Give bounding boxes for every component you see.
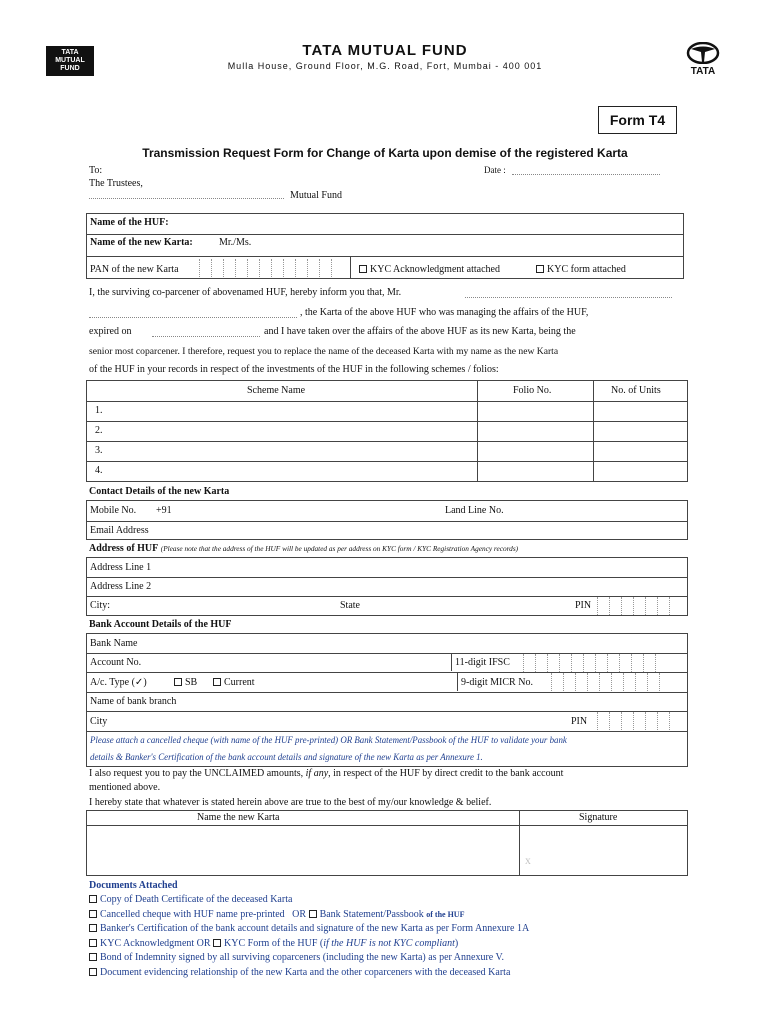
checkbox-icon[interactable] (174, 678, 182, 686)
folio-header: Folio No. (513, 385, 552, 396)
address-box (86, 557, 688, 616)
address-line-1-label: Address Line 1 (90, 562, 152, 573)
mobile-code[interactable]: +91 (156, 505, 172, 516)
table-row[interactable]: 2. (95, 425, 103, 436)
list-item[interactable] (89, 922, 529, 937)
mobile-label: Mobile No. (90, 505, 137, 516)
kyc-form-label: KYC form attached (547, 264, 626, 275)
schemes-table (86, 380, 688, 482)
bank-pin-label: PIN (571, 716, 588, 727)
address-line-2-label: Address Line 2 (90, 581, 152, 592)
address-pin-input[interactable] (597, 597, 681, 615)
declaration-line-4: senior most coparcener. I therefore, request you to replace the name of the deceased Karta with my name as the new Karta (89, 346, 559, 357)
signature-table (86, 810, 688, 876)
mutual-fund-name-input[interactable] (89, 198, 284, 199)
bank-heading: Bank Account Details of the HUF (89, 619, 232, 630)
list-item[interactable] (89, 908, 529, 923)
declaration-line-3b: and I have taken over the affairs of the above HUF as its new Karta, being the (264, 326, 576, 337)
checkbox-icon[interactable] (359, 265, 367, 273)
new-karta-label: Name of the new Karta: (90, 237, 193, 248)
doc-item-6: Document evidencing relationship of the new Karta and the other coparceners with the deceased Karta (100, 966, 511, 978)
checkbox-icon[interactable] (89, 895, 97, 903)
checkbox-icon[interactable] (89, 910, 97, 918)
list-item[interactable] (89, 966, 529, 981)
request-line-2: mentioned above. (89, 782, 161, 793)
doc-item-4-alt: KYC Form of the HUF ( (224, 937, 324, 949)
pin-label: PIN (575, 600, 592, 611)
pan-label: PAN of the new Karta (90, 264, 179, 275)
doc-item-4: KYC Acknowledgment OR (100, 937, 211, 949)
header-address: Mulla House, Ground Floor, M.G. Road, Fort, Mumbai - 400 001 (227, 61, 543, 71)
bank-pin-input[interactable] (597, 712, 681, 730)
doc-item-3: Banker's Certification of the bank account details and signature of the new Karta as per Form Annexure 1A (100, 923, 530, 935)
checkbox-icon[interactable] (213, 939, 221, 947)
list-item[interactable] (89, 937, 529, 952)
address-heading-row (89, 543, 518, 554)
huf-details-box (86, 213, 684, 279)
deceased-name-input-cont[interactable] (89, 317, 297, 318)
declaration-line-3a: expired on (89, 326, 132, 337)
micr-label: 9-digit MICR No. (461, 677, 533, 688)
bank-note-line-2: details & Banker's Certification of the bank account details and signature of the new Karta as per Annexure 1. (90, 752, 483, 762)
list-item[interactable] (89, 893, 529, 908)
table-row[interactable]: 3. (95, 445, 103, 456)
list-item[interactable] (89, 951, 529, 966)
documents-list (89, 893, 529, 981)
kyc-ack-label: KYC Acknowledgment attached (370, 264, 500, 275)
checkbox-icon[interactable] (89, 924, 97, 932)
doc-item-2-alt: Bank Statement/Passbook (319, 908, 424, 920)
landline-label: Land Line No. (445, 505, 504, 516)
trustees-label: The Trustees, (89, 178, 143, 189)
declaration-line-1: I, the surviving co-parcener of abovenamed HUF, hereby inform you that, Mr. (89, 287, 402, 298)
logo-line: MUTUAL (55, 57, 85, 64)
logo-line: TATA (61, 49, 79, 56)
documents-heading: Documents Attached (89, 880, 178, 891)
current-label: Current (224, 677, 255, 688)
bank-name-label: Bank Name (90, 638, 138, 649)
tata-emblem-icon (686, 42, 720, 64)
request-line-3: I hereby state that whatever is stated herein above are true to the best of my/our knowledge & belief. (89, 797, 492, 808)
account-no-label: Account No. (90, 657, 142, 668)
contact-heading: Contact Details of the new Karta (89, 486, 230, 497)
signature-header: Signature (579, 812, 618, 823)
salutation: Mr./Ms. (219, 237, 252, 248)
branch-label: Name of bank branch (90, 696, 177, 707)
header-title: TATA MUTUAL FUND (302, 42, 468, 59)
bank-city-label: City (90, 716, 108, 727)
request-line-1c: , in respect of the HUF by direct credit to the bank account (328, 768, 564, 779)
expired-date-input[interactable] (152, 336, 260, 337)
checkbox-icon[interactable] (89, 953, 97, 961)
mutual-fund-label: Mutual Fund (290, 190, 342, 201)
huf-name-label: Name of the HUF: (90, 217, 169, 228)
doc-item-2: Cancelled cheque with HUF name pre-printed (100, 908, 285, 920)
to-label: To: (89, 165, 103, 176)
current-option[interactable] (213, 677, 255, 688)
logo-line: FUND (60, 65, 80, 72)
request-line-1a: I also request you to pay the UNCLAIMED amounts, (89, 768, 304, 779)
date-input[interactable] (512, 174, 660, 175)
ifsc-label: 11-digit IFSC (455, 657, 510, 668)
karta-name-header: Name the new Karta (197, 812, 280, 823)
doc-item-4-close: ) (454, 937, 459, 949)
city-label: City: (90, 600, 111, 611)
state-label: State (340, 600, 360, 611)
tata-logo (682, 42, 724, 78)
units-header: No. of Units (611, 385, 661, 396)
table-row[interactable]: 1. (95, 405, 103, 416)
address-note: (Please note that the address of the HUF will be updated as per address on KYC form / KYC Registration Agency records) (160, 544, 519, 553)
table-row[interactable]: 4. (95, 465, 103, 476)
kyc-form-option[interactable] (536, 264, 626, 275)
checkbox-icon[interactable] (89, 968, 97, 976)
contact-box (86, 500, 688, 540)
scheme-name-header: Scheme Name (247, 385, 306, 396)
bank-note-line-1: Please attach a cancelled cheque (with name of the HUF pre-printed) OR Bank Statement/Passbook of the HUF to validate your bank (90, 735, 567, 745)
sb-option[interactable] (174, 677, 197, 688)
declaration-line-5: of the HUF in your records in respect of the investments of the HUF in the following schemes / folios: (89, 364, 499, 375)
bank-box (86, 633, 688, 767)
checkbox-icon[interactable] (309, 910, 317, 918)
signature-mark[interactable]: X (525, 857, 531, 866)
request-line-1 (89, 768, 563, 779)
sb-label: SB (185, 677, 198, 688)
pan-input[interactable] (199, 259, 343, 277)
form-title: Transmission Request Form for Change of Karta upon demise of the registered Karta (142, 146, 628, 160)
checkbox-icon[interactable] (89, 939, 97, 947)
doc-item-1: Copy of Death Certificate of the deceased Karta (100, 894, 293, 905)
declaration-line-2: , the Karta of the above HUF who was managing the affairs of the HUF, (300, 307, 589, 318)
ac-type-label: A/c. Type (✓) (90, 677, 147, 688)
tata-logo-text: TATA (690, 66, 716, 77)
ifsc-input[interactable] (523, 654, 667, 672)
form-id-badge: Form T4 (598, 106, 677, 134)
doc-item-4-alt-italic: if the HUF is not KYC compliant (323, 937, 455, 949)
address-heading: Address of HUF (89, 543, 159, 554)
doc-item-5: Bond of Indemnity signed by all surviving coparceners (including the new Karta) as per Annexure V. (100, 952, 504, 964)
micr-input[interactable] (551, 673, 671, 691)
kyc-ack-option[interactable] (359, 264, 500, 275)
deceased-name-input[interactable] (465, 297, 672, 298)
doc-or: OR (292, 908, 307, 920)
checkbox-icon[interactable] (536, 265, 544, 273)
checkbox-icon[interactable] (213, 678, 221, 686)
request-line-1b: if any (305, 768, 329, 779)
doc-item-2-alt-bold: of the HUF (426, 909, 465, 919)
email-label: Email Address (90, 525, 149, 536)
date-label: Date : (484, 165, 506, 175)
